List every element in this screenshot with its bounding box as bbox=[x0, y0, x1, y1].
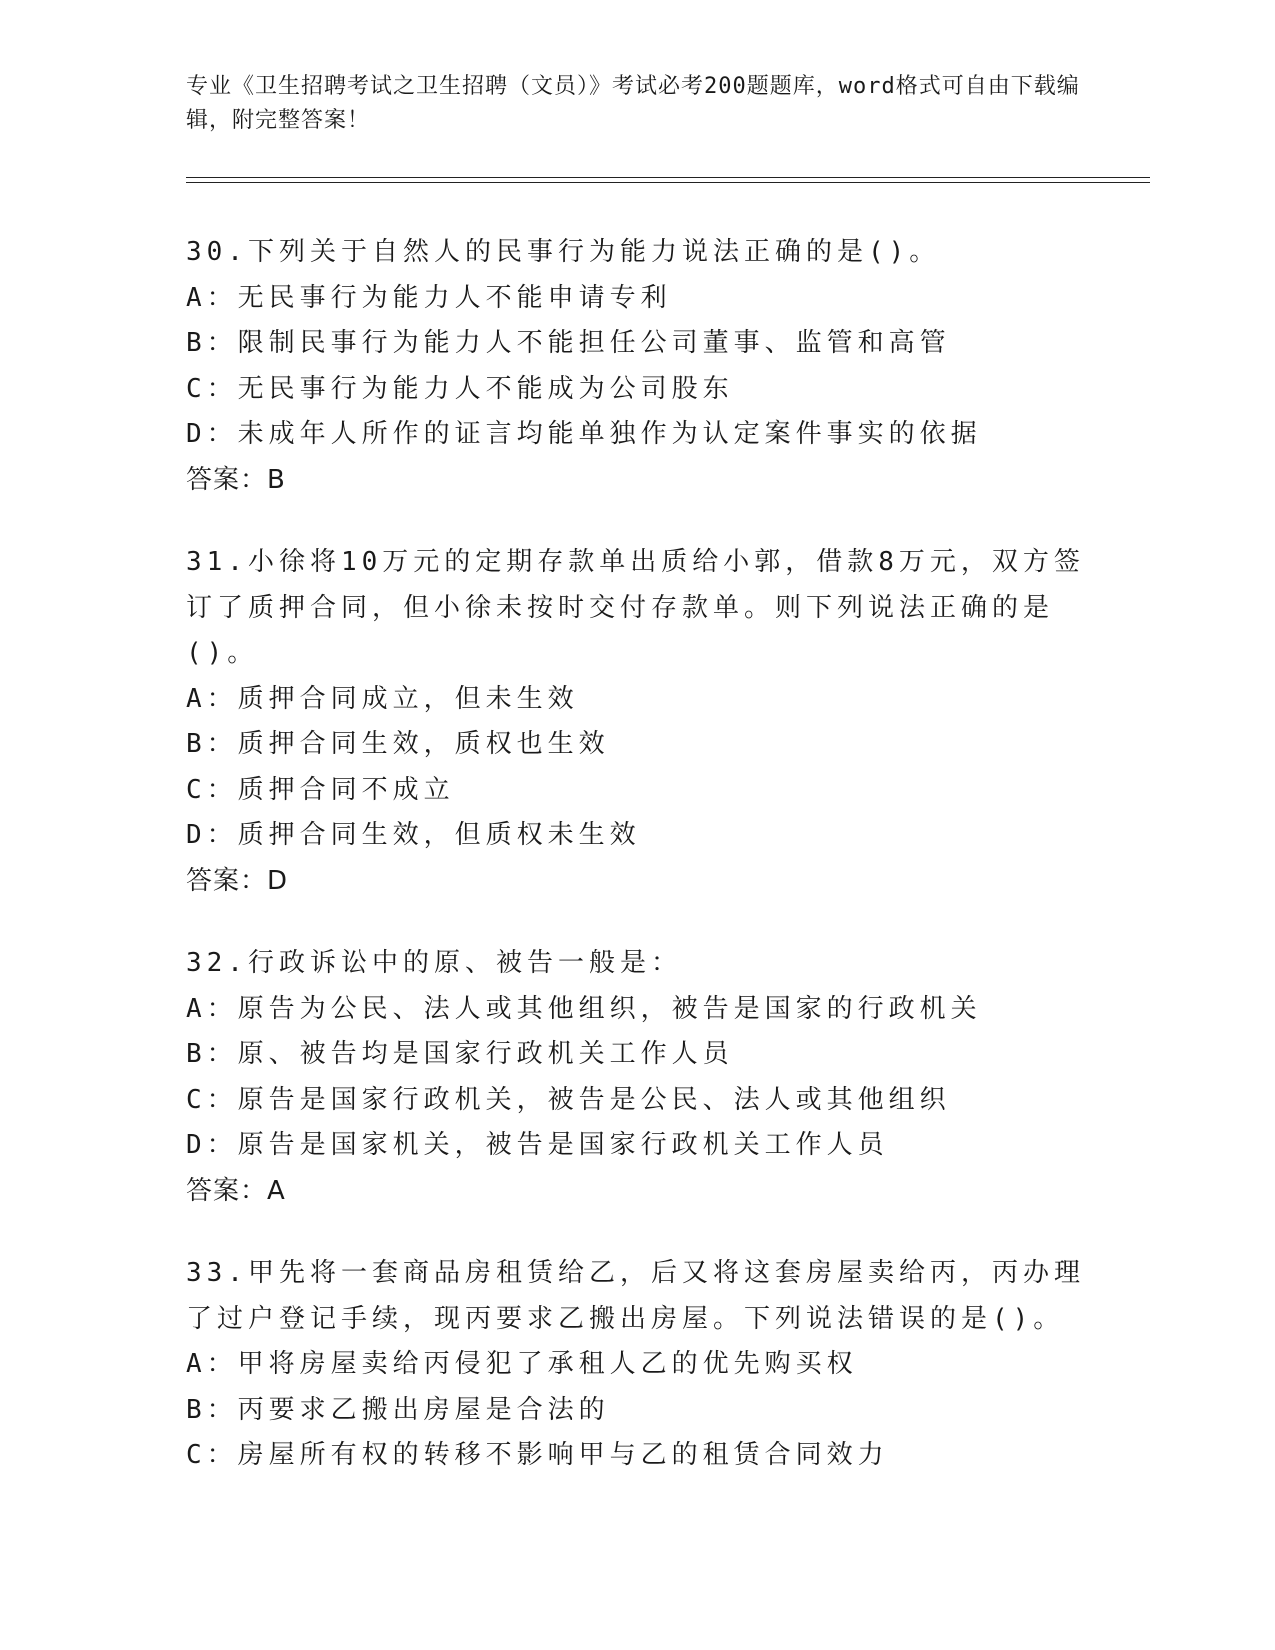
option-a: A：原告为公民、法人或其他组织，被告是国家的行政机关 bbox=[186, 993, 982, 1024]
header-divider-top bbox=[186, 177, 1150, 178]
option-d: D：质押合同生效，但质权未生效 bbox=[186, 820, 641, 850]
header-divider-bottom bbox=[186, 182, 1150, 183]
question-stem: 31.小徐将10万元的定期存款单出质给小郭，借款8万元，双方签订了质押合同，但小徐未按时交付存款单。则下列说法正确的是()。 bbox=[186, 547, 1085, 668]
option-b: B：原、被告均是国家行政机关工作人员 bbox=[186, 1039, 734, 1069]
answer-line: 答案：B bbox=[186, 464, 286, 495]
question-block bbox=[186, 540, 1086, 904]
option-c: C：原告是国家行政机关，被告是公民、法人或其他组织 bbox=[186, 1084, 951, 1115]
option-b: B：丙要求乙搬出房屋是合法的 bbox=[186, 1394, 610, 1425]
question-list bbox=[186, 230, 1086, 1516]
answer-line: 答案：D bbox=[186, 865, 289, 896]
option-c: C：无民事行为能力人不能成为公司股东 bbox=[186, 373, 734, 404]
document-header: 专业《卫生招聘考试之卫生招聘（文员）》考试必考200题题库，word格式可自由下载编辑，附完整答案！ bbox=[186, 74, 1080, 133]
option-b: B：质押合同生效，质权也生效 bbox=[186, 729, 610, 759]
option-a: A：质押合同成立，但未生效 bbox=[186, 683, 579, 714]
option-a: A：无民事行为能力人不能申请专利 bbox=[186, 282, 672, 313]
option-d: D：原告是国家机关，被告是国家行政机关工作人员 bbox=[186, 1130, 889, 1160]
question-block bbox=[186, 941, 1086, 1214]
option-d: D：未成年人所作的证言均能单独作为认定案件事实的依据 bbox=[186, 419, 982, 449]
question-block bbox=[186, 230, 1086, 503]
question-stem: 32.行政诉讼中的原、被告一般是： bbox=[186, 948, 682, 978]
option-a: A：甲将房屋卖给丙侵犯了承租人乙的优先购买权 bbox=[186, 1349, 858, 1379]
question-stem: 33.甲先将一套商品房租赁给乙，后又将这套房屋卖给丙，丙办理了过户登记手续，现丙要求乙搬出房屋。下列说法错误的是()。 bbox=[186, 1258, 1085, 1334]
question-block bbox=[186, 1251, 1086, 1479]
option-c: C：质押合同不成立 bbox=[186, 774, 455, 805]
option-b: B：限制民事行为能力人不能担任公司董事、监管和高管 bbox=[186, 328, 951, 358]
answer-line: 答案：A bbox=[186, 1175, 286, 1206]
option-c: C：房屋所有权的转移不影响甲与乙的租赁合同效力 bbox=[186, 1440, 889, 1470]
question-stem: 30.下列关于自然人的民事行为能力说法正确的是()。 bbox=[186, 237, 941, 267]
